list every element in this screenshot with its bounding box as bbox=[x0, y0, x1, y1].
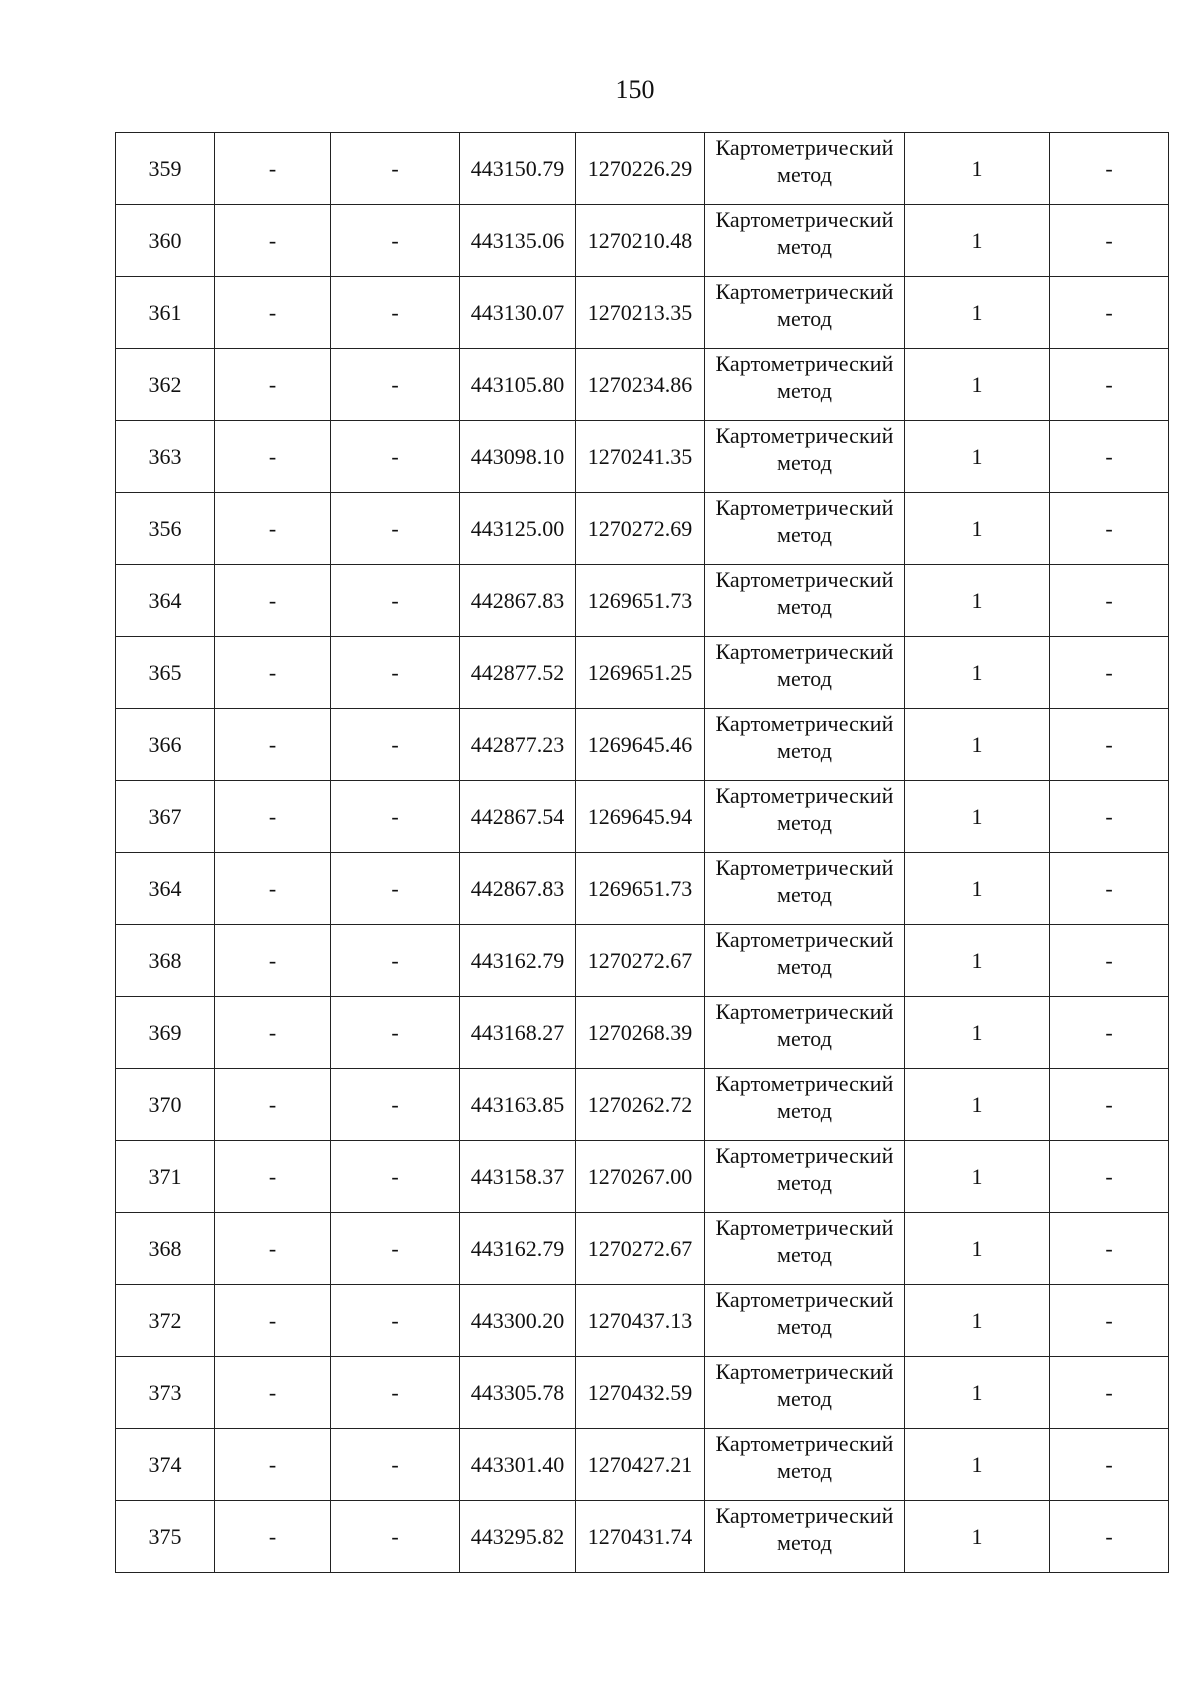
table-row bbox=[116, 925, 1169, 997]
accuracy-cell: 1 bbox=[905, 1069, 1050, 1141]
method-line-1: Картометрический bbox=[715, 495, 894, 520]
method-line-1: Картометрический bbox=[715, 1071, 894, 1096]
point-number-cell: 364 bbox=[116, 565, 215, 637]
empty-x-cell: - bbox=[215, 853, 331, 925]
y-coordinate-cell: 1270431.74 bbox=[576, 1501, 705, 1573]
x-coordinate-cell: 443168.27 bbox=[460, 997, 576, 1069]
method-cell bbox=[705, 1357, 905, 1429]
method-line-1: Картометрический bbox=[715, 1143, 894, 1168]
empty-x-cell: - bbox=[215, 565, 331, 637]
empty-x-cell: - bbox=[215, 781, 331, 853]
method-line-2: метод bbox=[776, 1458, 833, 1483]
method-line-1: Картометрический bbox=[715, 1287, 894, 1312]
x-coordinate-cell: 443162.79 bbox=[460, 1213, 576, 1285]
y-coordinate-cell: 1270272.69 bbox=[576, 493, 705, 565]
method-cell bbox=[705, 133, 905, 205]
method-cell bbox=[705, 925, 905, 997]
method-line-1: Картометрический bbox=[715, 1431, 894, 1456]
accuracy-cell: 1 bbox=[905, 1285, 1050, 1357]
method-line-1: Картометрический bbox=[715, 999, 894, 1024]
description-cell: - bbox=[1050, 421, 1169, 493]
empty-y-cell: - bbox=[331, 565, 460, 637]
empty-y-cell: - bbox=[331, 349, 460, 421]
empty-y-cell: - bbox=[331, 1069, 460, 1141]
description-cell: - bbox=[1050, 1069, 1169, 1141]
method-line-2: метод bbox=[776, 738, 833, 763]
empty-x-cell: - bbox=[215, 1501, 331, 1573]
empty-y-cell: - bbox=[331, 781, 460, 853]
table-row bbox=[116, 565, 1169, 637]
empty-y-cell: - bbox=[331, 493, 460, 565]
y-coordinate-cell: 1270226.29 bbox=[576, 133, 705, 205]
point-number-cell: 360 bbox=[116, 205, 215, 277]
point-number-cell: 361 bbox=[116, 277, 215, 349]
x-coordinate-cell: 443150.79 bbox=[460, 133, 576, 205]
y-coordinate-cell: 1269651.73 bbox=[576, 853, 705, 925]
y-coordinate-cell: 1270267.00 bbox=[576, 1141, 705, 1213]
method-line-2: метод bbox=[776, 1242, 833, 1267]
point-number-cell: 374 bbox=[116, 1429, 215, 1501]
empty-y-cell: - bbox=[331, 709, 460, 781]
method-line-1: Картометрический bbox=[715, 1503, 894, 1528]
point-number-cell: 359 bbox=[116, 133, 215, 205]
method-line-2: метод bbox=[776, 522, 833, 547]
empty-x-cell: - bbox=[215, 421, 331, 493]
page-number: 150 bbox=[615, 75, 655, 104]
description-cell: - bbox=[1050, 637, 1169, 709]
accuracy-cell: 1 bbox=[905, 1429, 1050, 1501]
empty-y-cell: - bbox=[331, 1213, 460, 1285]
description-cell: - bbox=[1050, 493, 1169, 565]
accuracy-cell: 1 bbox=[905, 997, 1050, 1069]
method-cell bbox=[705, 493, 905, 565]
x-coordinate-cell: 442877.52 bbox=[460, 637, 576, 709]
method-line-1: Картометрический bbox=[715, 639, 894, 664]
accuracy-cell: 1 bbox=[905, 925, 1050, 997]
point-number-cell: 370 bbox=[116, 1069, 215, 1141]
table-row bbox=[116, 709, 1169, 781]
point-number-cell: 375 bbox=[116, 1501, 215, 1573]
method-line-2: метод bbox=[776, 1530, 833, 1555]
point-number-cell: 363 bbox=[116, 421, 215, 493]
y-coordinate-cell: 1270437.13 bbox=[576, 1285, 705, 1357]
method-line-2: метод bbox=[776, 1098, 833, 1123]
empty-y-cell: - bbox=[331, 997, 460, 1069]
method-line-1: Картометрический bbox=[715, 855, 894, 880]
x-coordinate-cell: 443125.00 bbox=[460, 493, 576, 565]
empty-x-cell: - bbox=[215, 205, 331, 277]
method-line-2: метод bbox=[776, 306, 833, 331]
description-cell: - bbox=[1050, 565, 1169, 637]
description-cell: - bbox=[1050, 997, 1169, 1069]
empty-y-cell: - bbox=[331, 205, 460, 277]
point-number-cell: 362 bbox=[116, 349, 215, 421]
x-coordinate-cell: 443295.82 bbox=[460, 1501, 576, 1573]
empty-x-cell: - bbox=[215, 1429, 331, 1501]
point-number-cell: 369 bbox=[116, 997, 215, 1069]
table-row bbox=[116, 133, 1169, 205]
method-line-1: Картометрический bbox=[715, 711, 894, 736]
point-number-cell: 356 bbox=[116, 493, 215, 565]
method-line-1: Картометрический bbox=[715, 1359, 894, 1384]
method-cell bbox=[705, 781, 905, 853]
empty-x-cell: - bbox=[215, 493, 331, 565]
method-line-1: Картометрический bbox=[715, 279, 894, 304]
method-cell bbox=[705, 709, 905, 781]
empty-y-cell: - bbox=[331, 925, 460, 997]
method-cell bbox=[705, 421, 905, 493]
method-line-1: Картометрический bbox=[715, 135, 894, 160]
accuracy-cell: 1 bbox=[905, 205, 1050, 277]
table-row bbox=[116, 1141, 1169, 1213]
method-cell bbox=[705, 349, 905, 421]
method-cell bbox=[705, 205, 905, 277]
method-line-1: Картометрический bbox=[715, 1215, 894, 1240]
method-line-2: метод bbox=[776, 450, 833, 475]
method-cell bbox=[705, 637, 905, 709]
description-cell: - bbox=[1050, 925, 1169, 997]
empty-x-cell: - bbox=[215, 925, 331, 997]
accuracy-cell: 1 bbox=[905, 133, 1050, 205]
y-coordinate-cell: 1269645.94 bbox=[576, 781, 705, 853]
x-coordinate-cell: 443135.06 bbox=[460, 205, 576, 277]
method-line-2: метод bbox=[776, 1314, 833, 1339]
empty-y-cell: - bbox=[331, 421, 460, 493]
table-row bbox=[116, 1285, 1169, 1357]
y-coordinate-cell: 1270241.35 bbox=[576, 421, 705, 493]
empty-x-cell: - bbox=[215, 709, 331, 781]
method-line-2: метод bbox=[776, 234, 833, 259]
point-number-cell: 372 bbox=[116, 1285, 215, 1357]
table-row bbox=[116, 781, 1169, 853]
accuracy-cell: 1 bbox=[905, 637, 1050, 709]
empty-x-cell: - bbox=[215, 1069, 331, 1141]
accuracy-cell: 1 bbox=[905, 1501, 1050, 1573]
method-line-2: метод bbox=[776, 594, 833, 619]
method-line-2: метод bbox=[776, 1026, 833, 1051]
method-cell bbox=[705, 1501, 905, 1573]
description-cell: - bbox=[1050, 205, 1169, 277]
point-number-cell: 364 bbox=[116, 853, 215, 925]
method-cell bbox=[705, 997, 905, 1069]
method-line-2: метод bbox=[776, 954, 833, 979]
accuracy-cell: 1 bbox=[905, 349, 1050, 421]
y-coordinate-cell: 1269651.25 bbox=[576, 637, 705, 709]
y-coordinate-cell: 1270427.21 bbox=[576, 1429, 705, 1501]
accuracy-cell: 1 bbox=[905, 1141, 1050, 1213]
table-row bbox=[116, 1429, 1169, 1501]
method-line-1: Картометрический bbox=[715, 927, 894, 952]
y-coordinate-cell: 1269651.73 bbox=[576, 565, 705, 637]
empty-y-cell: - bbox=[331, 1285, 460, 1357]
accuracy-cell: 1 bbox=[905, 493, 1050, 565]
empty-y-cell: - bbox=[331, 853, 460, 925]
accuracy-cell: 1 bbox=[905, 853, 1050, 925]
method-line-1: Картометрический bbox=[715, 423, 894, 448]
description-cell: - bbox=[1050, 781, 1169, 853]
description-cell: - bbox=[1050, 277, 1169, 349]
method-line-2: метод bbox=[776, 1170, 833, 1195]
description-cell: - bbox=[1050, 1357, 1169, 1429]
y-coordinate-cell: 1269645.46 bbox=[576, 709, 705, 781]
point-number-cell: 368 bbox=[116, 925, 215, 997]
x-coordinate-cell: 443098.10 bbox=[460, 421, 576, 493]
method-line-2: метод bbox=[776, 666, 833, 691]
description-cell: - bbox=[1050, 1429, 1169, 1501]
description-cell: - bbox=[1050, 1501, 1169, 1573]
empty-x-cell: - bbox=[215, 1213, 331, 1285]
x-coordinate-cell: 443163.85 bbox=[460, 1069, 576, 1141]
empty-x-cell: - bbox=[215, 997, 331, 1069]
x-coordinate-cell: 442867.54 bbox=[460, 781, 576, 853]
table-row bbox=[116, 493, 1169, 565]
empty-y-cell: - bbox=[331, 1501, 460, 1573]
accuracy-cell: 1 bbox=[905, 565, 1050, 637]
method-cell bbox=[705, 565, 905, 637]
x-coordinate-cell: 443162.79 bbox=[460, 925, 576, 997]
method-line-2: метод bbox=[776, 378, 833, 403]
table-row bbox=[116, 637, 1169, 709]
y-coordinate-cell: 1270272.67 bbox=[576, 925, 705, 997]
description-cell: - bbox=[1050, 349, 1169, 421]
table-row bbox=[116, 1357, 1169, 1429]
method-line-2: метод bbox=[776, 810, 833, 835]
accuracy-cell: 1 bbox=[905, 1357, 1050, 1429]
x-coordinate-cell: 443301.40 bbox=[460, 1429, 576, 1501]
empty-x-cell: - bbox=[215, 133, 331, 205]
x-coordinate-cell: 442877.23 bbox=[460, 709, 576, 781]
method-line-1: Картометрический bbox=[715, 207, 894, 232]
y-coordinate-cell: 1270432.59 bbox=[576, 1357, 705, 1429]
y-coordinate-cell: 1270262.72 bbox=[576, 1069, 705, 1141]
method-line-1: Картометрический bbox=[715, 783, 894, 808]
point-number-cell: 367 bbox=[116, 781, 215, 853]
empty-x-cell: - bbox=[215, 637, 331, 709]
point-number-cell: 368 bbox=[116, 1213, 215, 1285]
empty-y-cell: - bbox=[331, 133, 460, 205]
method-line-1: Картометрический bbox=[715, 567, 894, 592]
x-coordinate-cell: 443130.07 bbox=[460, 277, 576, 349]
method-line-2: метод bbox=[776, 162, 833, 187]
x-coordinate-cell: 443105.80 bbox=[460, 349, 576, 421]
method-cell bbox=[705, 1213, 905, 1285]
empty-y-cell: - bbox=[331, 277, 460, 349]
y-coordinate-cell: 1270213.35 bbox=[576, 277, 705, 349]
table-row bbox=[116, 349, 1169, 421]
table-row bbox=[116, 277, 1169, 349]
method-cell bbox=[705, 277, 905, 349]
point-number-cell: 373 bbox=[116, 1357, 215, 1429]
table-row bbox=[116, 1501, 1169, 1573]
y-coordinate-cell: 1270268.39 bbox=[576, 997, 705, 1069]
empty-x-cell: - bbox=[215, 349, 331, 421]
table-row bbox=[116, 853, 1169, 925]
y-coordinate-cell: 1270210.48 bbox=[576, 205, 705, 277]
table-row bbox=[116, 997, 1169, 1069]
description-cell: - bbox=[1050, 853, 1169, 925]
description-cell: - bbox=[1050, 709, 1169, 781]
description-cell: - bbox=[1050, 1285, 1169, 1357]
empty-x-cell: - bbox=[215, 277, 331, 349]
table-row bbox=[116, 421, 1169, 493]
method-cell bbox=[705, 1141, 905, 1213]
description-cell: - bbox=[1050, 1141, 1169, 1213]
x-coordinate-cell: 442867.83 bbox=[460, 565, 576, 637]
accuracy-cell: 1 bbox=[905, 1213, 1050, 1285]
empty-y-cell: - bbox=[331, 1357, 460, 1429]
empty-x-cell: - bbox=[215, 1357, 331, 1429]
description-cell: - bbox=[1050, 133, 1169, 205]
x-coordinate-cell: 443158.37 bbox=[460, 1141, 576, 1213]
empty-y-cell: - bbox=[331, 637, 460, 709]
table-row bbox=[116, 1069, 1169, 1141]
accuracy-cell: 1 bbox=[905, 781, 1050, 853]
table-row bbox=[116, 205, 1169, 277]
x-coordinate-cell: 442867.83 bbox=[460, 853, 576, 925]
method-cell bbox=[705, 1285, 905, 1357]
x-coordinate-cell: 443305.78 bbox=[460, 1357, 576, 1429]
empty-y-cell: - bbox=[331, 1429, 460, 1501]
point-number-cell: 371 bbox=[116, 1141, 215, 1213]
empty-x-cell: - bbox=[215, 1141, 331, 1213]
y-coordinate-cell: 1270272.67 bbox=[576, 1213, 705, 1285]
table-row bbox=[116, 1213, 1169, 1285]
accuracy-cell: 1 bbox=[905, 421, 1050, 493]
accuracy-cell: 1 bbox=[905, 709, 1050, 781]
method-cell bbox=[705, 853, 905, 925]
method-line-2: метод bbox=[776, 1386, 833, 1411]
method-line-2: метод bbox=[776, 882, 833, 907]
method-cell bbox=[705, 1429, 905, 1501]
accuracy-cell: 1 bbox=[905, 277, 1050, 349]
x-coordinate-cell: 443300.20 bbox=[460, 1285, 576, 1357]
point-number-cell: 365 bbox=[116, 637, 215, 709]
y-coordinate-cell: 1270234.86 bbox=[576, 349, 705, 421]
method-cell bbox=[705, 1069, 905, 1141]
description-cell: - bbox=[1050, 1213, 1169, 1285]
point-number-cell: 366 bbox=[116, 709, 215, 781]
method-line-1: Картометрический bbox=[715, 351, 894, 376]
empty-y-cell: - bbox=[331, 1141, 460, 1213]
empty-x-cell: - bbox=[215, 1285, 331, 1357]
coordinates-table bbox=[115, 132, 1169, 1573]
table-body bbox=[116, 133, 1169, 1573]
